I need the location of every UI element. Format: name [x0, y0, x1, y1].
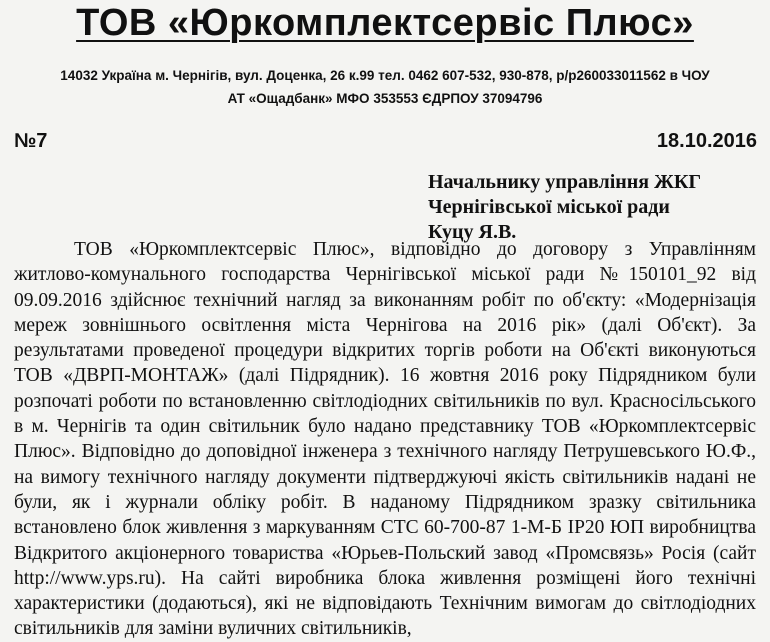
- addressee-position: Начальнику управління ЖКГ: [428, 171, 702, 193]
- addressee-block: [428, 170, 701, 245]
- addressee-organization: Чернігівської міської ради: [428, 196, 670, 218]
- company-requisites-line-1: 14032 Україна м. Чернігів, вул. Доценка, 26 к.99 тел. 0462 607-532, 930-878, р/р260033011562 в ЧОУ: [60, 68, 710, 83]
- company-name: ТОВ «Юркомплектсервіс Плюс»: [76, 2, 694, 44]
- company-requisites-line-2: АТ «Ощадбанк» МФО 353553 ЄДРПОУ 37094796: [227, 91, 543, 106]
- letter-body-paragraph: ТОВ «Юркомплектсервіс Плюс», відповідно до договору з Управлінням житлово-комунального господарства Чернігівської міської ради №150101_92 від 09.09.2016 здійснює технічний нагляд за виконанням робіт по об'єкту: «Модернізація мереж зовнішнього освітлення міста Чернігова на 2016 рік» (далі Об'єкт). За результатами проведеної процедури відкритих торгів роботи на Об'єкті виконуються ТОВ «ДВРП-МОНТАЖ» (далі Підрядник). 16 жовтня 2016 року Підрядником були розпочаті роботи по встановленню світлодіодних світильників по вул. Красносільського в м. Чернігів та один світильник було надано представнику ТОВ «Юркомплектсервіс Плюс». Відповідно до доповідної інженера з технічного нагляду Петрушевського Ю.Ф., на вимогу технічного нагляду документи підтверджуючі якість світильників надані не були, як і журнали обліку робіт. В наданому Підрядником зразку світильника встановлено блок живлення з маркуванням СТС 60-700-87 1-М-Б IP20 ЮП виробництва Відкритого акціонерного товариства «Юрьев-Польский завод «Промсвязь» Росія (сайт http://www.yps.ru). На сайті виробника блока живлення розміщені його технічні характеристики (додаються), які не відповідають Технічним вимогам до світлодіодних світильників для заміни вуличних світильників,: [14, 239, 756, 640]
- document-number: №7: [14, 130, 48, 152]
- document-date: 18.10.2016: [656, 130, 757, 152]
- addressee-person: Куцу Я.В.: [428, 221, 517, 243]
